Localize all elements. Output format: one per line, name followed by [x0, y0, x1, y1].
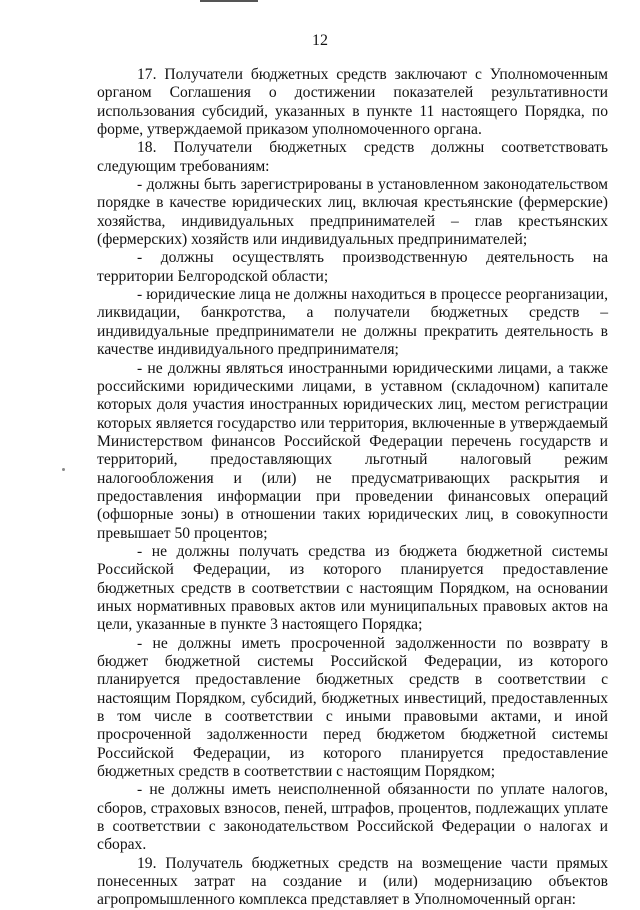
requirement-no-reorganization: - юридические лица не должны находиться в процессе реорганизации, ликвидации, банкротства, а получатели бюджетных средств – индивидуальные предприниматели не должны прекратить деятельность в качестве индивидуального предпринимателя; — [97, 286, 608, 359]
requirement-no-other-funds: - не должны получать средства из бюджета бюджетной системы Российской Федерации, из которого планируется предоставление бюджетных средств в соответствии с настоящим Порядком, на основании иных нормативных правовых актов или муниципальных правовых актов на цели, указанные в пункте 3 настоящего Порядка; — [97, 542, 608, 634]
requirement-not-foreign: - не должны являться иностранными юридическими лицами, а также российскими юридическими лицами, в уставном (складочном) капитале которых доля участия иностранных юридических лиц, местом регистрации которых является государство или территория, включенные в утверждаемый Министерством финансов Российской Федерации перечень государств и территорий, предоставляющих льготный налоговый режим налогообложения и (или) не предусматривающих раскрытия и предоставления информации при проведении финансовых операций (офшорные зоны) в отношении таких юридических лиц, в совокупности превышает 50 процентов; — [97, 359, 608, 542]
paragraph-18: 18. Получатели бюджетных средств должны соответствовать следующим требованиям: — [97, 139, 608, 175]
paragraph-17: 17. Получатели бюджетных средств заключают с Уполномоченным органом Соглашения о достижении показателей результативности использования субсидий, указанных в пункте 11 настоящего Порядка, по форме, утверждаемой приказом уполномоченного органа. — [97, 66, 608, 139]
document-body — [97, 66, 608, 910]
margin-dot — [62, 468, 65, 471]
requirement-no-overdue-debt: - не должны иметь просроченной задолженности по возврату в бюджет бюджетной системы Российской Федерации, из которого планируется предоставление бюджетных средств в соответствии с настоящим Порядком, субсидий, бюджетных инвестиций, предоставленных в том числе в соответствии с иными правовыми актами, и иной просроченной задолженности перед бюджетом бюджетной системы Российской Федерации, из которого планируется предоставление бюджетных средств в соответствии с настоящим Порядком; — [97, 634, 608, 781]
paragraph-19: 19. Получатель бюджетных средств на возмещение части прямых понесенных затрат на создание и (или) модернизацию объектов агропромышленного комплекса представляет в Уполномоченный орган: — [97, 854, 608, 909]
requirement-no-tax-arrears: - не должны иметь неисполненной обязанности по уплате налогов, сборов, страховых взносов, пеней, штрафов, процентов, подлежащих уплате в соответствии с законодательством Российской Федерации о налогах и сборах. — [97, 781, 608, 854]
page-number: 12 — [312, 32, 328, 49]
requirement-territory: - должны осуществлять производственную деятельность на территории Белгородской области; — [97, 249, 608, 285]
requirement-registration: - должны быть зарегистрированы в установленном законодательством порядке в качестве юридических лиц, включая крестьянские (фермерские) хозяйства, индивидуальных предпринимателей – глав крестьянских (фермерских) хозяйств или индивидуальных предпринимателей; — [97, 176, 608, 249]
top-edge-mark — [200, 0, 258, 2]
